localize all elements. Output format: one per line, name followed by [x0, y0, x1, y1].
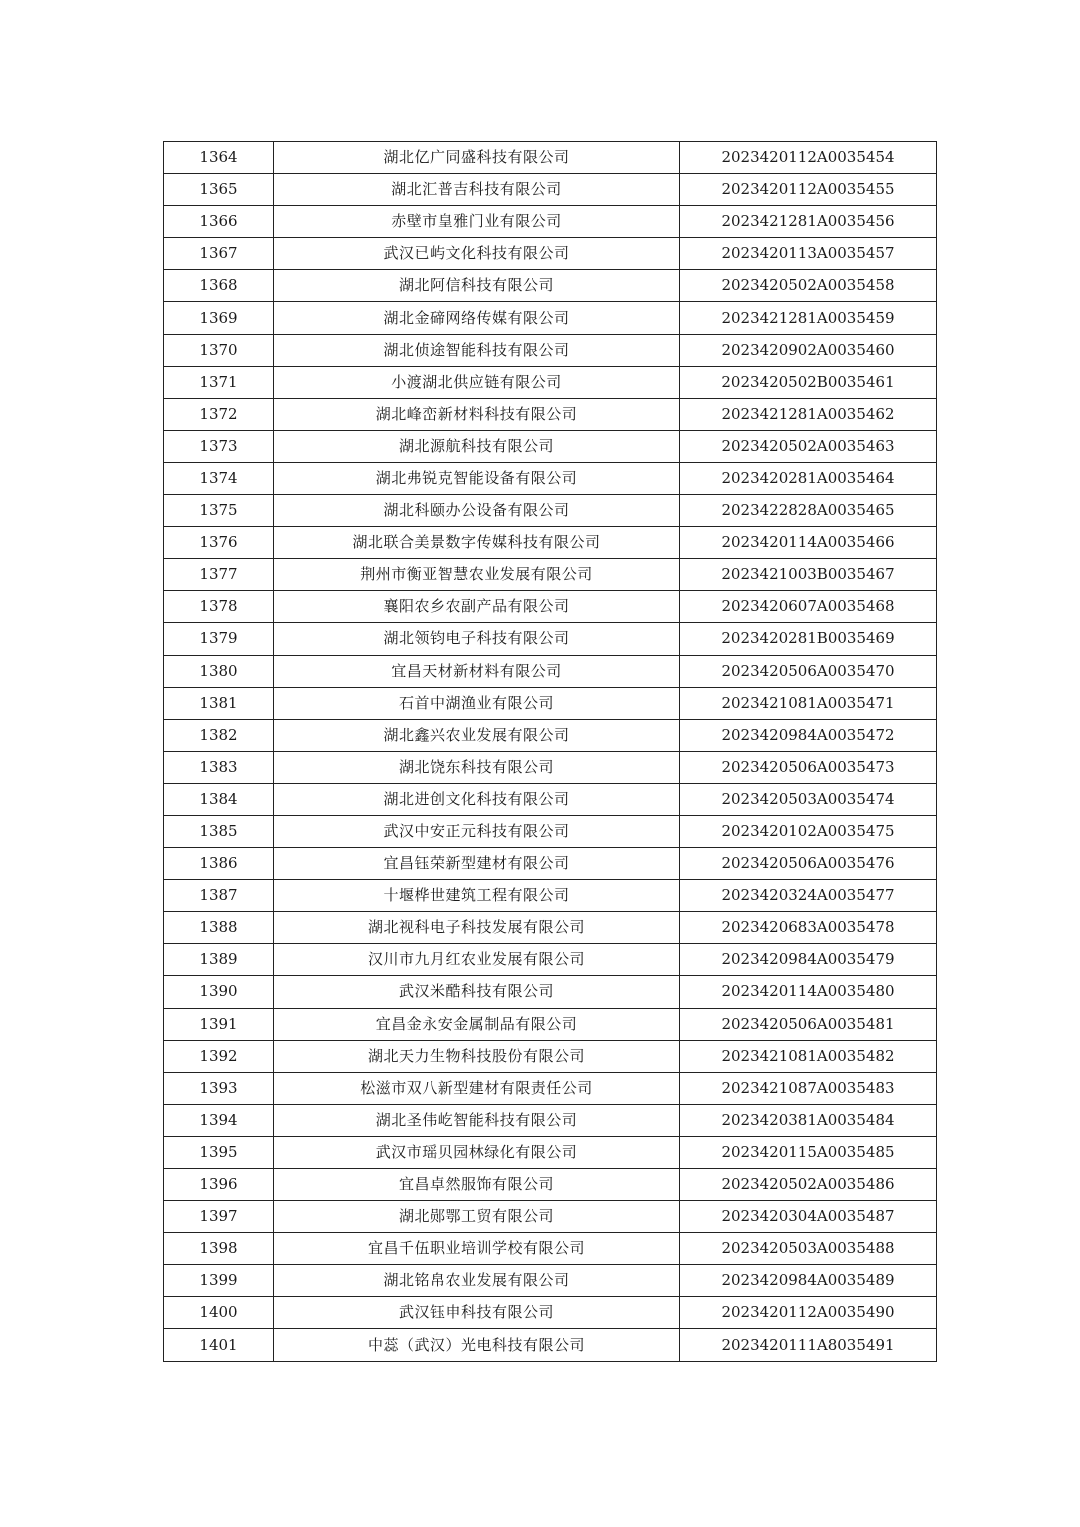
- table-row: [164, 912, 937, 944]
- enterprise-registry-table: [163, 141, 937, 1362]
- row-number-cell: 1374: [164, 462, 274, 494]
- registration-code-cell: 2023420984A0035489: [680, 1265, 937, 1297]
- company-name-cell: 宜昌钰荣新型建材有限公司: [274, 848, 680, 880]
- row-number-cell: 1393: [164, 1072, 274, 1104]
- company-name-cell: 湖北金碲网络传媒有限公司: [274, 302, 680, 334]
- table-row: [164, 174, 937, 206]
- row-number-cell: 1383: [164, 751, 274, 783]
- company-name-cell: 宜昌卓然服饰有限公司: [274, 1169, 680, 1201]
- table-row: [164, 1008, 937, 1040]
- table-row: [164, 944, 937, 976]
- row-number-cell: 1387: [164, 880, 274, 912]
- registration-code-cell: 2023421281A0035456: [680, 206, 937, 238]
- registration-code-cell: 2023420503A0035488: [680, 1233, 937, 1265]
- table-row: [164, 976, 937, 1008]
- table-row: [164, 495, 937, 527]
- row-number-cell: 1386: [164, 848, 274, 880]
- registration-code-cell: 2023420984A0035479: [680, 944, 937, 976]
- table-row: [164, 1233, 937, 1265]
- company-name-cell: 宜昌千伍职业培训学校有限公司: [274, 1233, 680, 1265]
- registration-code-cell: 2023420381A0035484: [680, 1104, 937, 1136]
- company-name-cell: 湖北领钧电子科技有限公司: [274, 623, 680, 655]
- registration-code-cell: 2023420506A0035473: [680, 751, 937, 783]
- row-number-cell: 1369: [164, 302, 274, 334]
- table-row: [164, 142, 937, 174]
- registration-code-cell: 2023420502A0035486: [680, 1169, 937, 1201]
- row-number-cell: 1388: [164, 912, 274, 944]
- registration-code-cell: 2023420304A0035487: [680, 1201, 937, 1233]
- registration-code-cell: 2023420114A0035466: [680, 527, 937, 559]
- registration-code-cell: 2023420984A0035472: [680, 719, 937, 751]
- table-row: [164, 783, 937, 815]
- table-row: [164, 1040, 937, 1072]
- table-row: [164, 623, 937, 655]
- table-row: [164, 559, 937, 591]
- company-name-cell: 十堰桦世建筑工程有限公司: [274, 880, 680, 912]
- table-row: [164, 302, 937, 334]
- company-name-cell: 湖北峰峦新材料科技有限公司: [274, 398, 680, 430]
- company-name-cell: 湖北科颐办公设备有限公司: [274, 495, 680, 527]
- registration-code-cell: 2023420113A0035457: [680, 238, 937, 270]
- registration-code-cell: 2023420112A0035490: [680, 1297, 937, 1329]
- table-row: [164, 1329, 937, 1361]
- row-number-cell: 1384: [164, 783, 274, 815]
- table-row: [164, 751, 937, 783]
- registration-code-cell: 2023420607A0035468: [680, 591, 937, 623]
- table-row: [164, 1265, 937, 1297]
- company-name-cell: 湖北侦途智能科技有限公司: [274, 334, 680, 366]
- company-name-cell: 石首中湖渔业有限公司: [274, 687, 680, 719]
- table-row: [164, 655, 937, 687]
- table-row: [164, 1201, 937, 1233]
- registration-code-cell: 2023420112A0035455: [680, 174, 937, 206]
- company-name-cell: 湖北联合美景数字传媒科技有限公司: [274, 527, 680, 559]
- row-number-cell: 1380: [164, 655, 274, 687]
- registration-code-cell: 2023420281A0035464: [680, 462, 937, 494]
- company-name-cell: 小渡湖北供应链有限公司: [274, 366, 680, 398]
- table-row: [164, 462, 937, 494]
- company-name-cell: 中蕊（武汉）光电科技有限公司: [274, 1329, 680, 1361]
- registration-code-cell: 2023421003B0035467: [680, 559, 937, 591]
- company-name-cell: 湖北圣伟屹智能科技有限公司: [274, 1104, 680, 1136]
- row-number-cell: 1397: [164, 1201, 274, 1233]
- row-number-cell: 1399: [164, 1265, 274, 1297]
- company-name-cell: 湖北阿信科技有限公司: [274, 270, 680, 302]
- registration-code-cell: 2023420502A0035463: [680, 430, 937, 462]
- row-number-cell: 1401: [164, 1329, 274, 1361]
- registration-code-cell: 2023420102A0035475: [680, 815, 937, 847]
- company-name-cell: 湖北视科电子科技发展有限公司: [274, 912, 680, 944]
- company-name-cell: 武汉钰申科技有限公司: [274, 1297, 680, 1329]
- registration-code-cell: 2023420502A0035458: [680, 270, 937, 302]
- table-row: [164, 527, 937, 559]
- table-row: [164, 238, 937, 270]
- company-name-cell: 湖北弗锐克智能设备有限公司: [274, 462, 680, 494]
- registration-code-cell: 2023420281B0035469: [680, 623, 937, 655]
- row-number-cell: 1368: [164, 270, 274, 302]
- registration-code-cell: 2023421087A0035483: [680, 1072, 937, 1104]
- company-name-cell: 襄阳农乡农副产品有限公司: [274, 591, 680, 623]
- table-row: [164, 1136, 937, 1168]
- registration-code-cell: 2023422828A0035465: [680, 495, 937, 527]
- table-row: [164, 1169, 937, 1201]
- row-number-cell: 1395: [164, 1136, 274, 1168]
- table-row: [164, 1297, 937, 1329]
- table-row: [164, 206, 937, 238]
- company-name-cell: 武汉米酷科技有限公司: [274, 976, 680, 1008]
- registration-code-cell: 2023420683A0035478: [680, 912, 937, 944]
- row-number-cell: 1396: [164, 1169, 274, 1201]
- row-number-cell: 1400: [164, 1297, 274, 1329]
- row-number-cell: 1364: [164, 142, 274, 174]
- company-name-cell: 湖北汇普吉科技有限公司: [274, 174, 680, 206]
- company-name-cell: 湖北饶东科技有限公司: [274, 751, 680, 783]
- row-number-cell: 1391: [164, 1008, 274, 1040]
- company-name-cell: 湖北亿广同盛科技有限公司: [274, 142, 680, 174]
- row-number-cell: 1379: [164, 623, 274, 655]
- table-row: [164, 334, 937, 366]
- row-number-cell: 1377: [164, 559, 274, 591]
- registration-code-cell: 2023420506A0035476: [680, 848, 937, 880]
- company-name-cell: 赤壁市皇雅门业有限公司: [274, 206, 680, 238]
- registration-code-cell: 2023420506A0035470: [680, 655, 937, 687]
- registration-code-cell: 2023420503A0035474: [680, 783, 937, 815]
- row-number-cell: 1389: [164, 944, 274, 976]
- registration-code-cell: 2023421081A0035482: [680, 1040, 937, 1072]
- row-number-cell: 1370: [164, 334, 274, 366]
- company-name-cell: 松滋市双八新型建材有限责任公司: [274, 1072, 680, 1104]
- company-name-cell: 荆州市衡亚智慧农业发展有限公司: [274, 559, 680, 591]
- row-number-cell: 1382: [164, 719, 274, 751]
- table-row: [164, 815, 937, 847]
- row-number-cell: 1365: [164, 174, 274, 206]
- company-name-cell: 武汉已屿文化科技有限公司: [274, 238, 680, 270]
- company-name-cell: 汉川市九月红农业发展有限公司: [274, 944, 680, 976]
- row-number-cell: 1390: [164, 976, 274, 1008]
- registration-code-cell: 2023420502B0035461: [680, 366, 937, 398]
- registration-code-cell: 2023420111A8035491: [680, 1329, 937, 1361]
- registration-code-cell: 2023420902A0035460: [680, 334, 937, 366]
- company-name-cell: 湖北鑫兴农业发展有限公司: [274, 719, 680, 751]
- row-number-cell: 1385: [164, 815, 274, 847]
- row-number-cell: 1392: [164, 1040, 274, 1072]
- company-name-cell: 湖北铭帛农业发展有限公司: [274, 1265, 680, 1297]
- table-row: [164, 1072, 937, 1104]
- table-row: [164, 880, 937, 912]
- table-row: [164, 848, 937, 880]
- row-number-cell: 1373: [164, 430, 274, 462]
- row-number-cell: 1378: [164, 591, 274, 623]
- registration-code-cell: 2023421281A0035459: [680, 302, 937, 334]
- registration-code-cell: 2023420112A0035454: [680, 142, 937, 174]
- table-row: [164, 366, 937, 398]
- company-name-cell: 湖北天力生物科技股份有限公司: [274, 1040, 680, 1072]
- company-name-cell: 武汉市瑶贝园林绿化有限公司: [274, 1136, 680, 1168]
- row-number-cell: 1398: [164, 1233, 274, 1265]
- table-row: [164, 398, 937, 430]
- company-name-cell: 宜昌天材新材料有限公司: [274, 655, 680, 687]
- table-row: [164, 270, 937, 302]
- company-name-cell: 湖北进创文化科技有限公司: [274, 783, 680, 815]
- table-row: [164, 591, 937, 623]
- table-row: [164, 1104, 937, 1136]
- row-number-cell: 1371: [164, 366, 274, 398]
- registration-code-cell: 2023420115A0035485: [680, 1136, 937, 1168]
- row-number-cell: 1381: [164, 687, 274, 719]
- table-row: [164, 719, 937, 751]
- table-row: [164, 430, 937, 462]
- registration-code-cell: 2023421281A0035462: [680, 398, 937, 430]
- company-name-cell: 湖北源航科技有限公司: [274, 430, 680, 462]
- company-name-cell: 湖北郧鄂工贸有限公司: [274, 1201, 680, 1233]
- registration-code-cell: 2023420114A0035480: [680, 976, 937, 1008]
- row-number-cell: 1372: [164, 398, 274, 430]
- registration-code-cell: 2023420324A0035477: [680, 880, 937, 912]
- row-number-cell: 1375: [164, 495, 274, 527]
- company-name-cell: 武汉中安正元科技有限公司: [274, 815, 680, 847]
- row-number-cell: 1366: [164, 206, 274, 238]
- registration-code-cell: 2023420506A0035481: [680, 1008, 937, 1040]
- registry-table-body: [164, 142, 937, 1362]
- row-number-cell: 1376: [164, 527, 274, 559]
- row-number-cell: 1367: [164, 238, 274, 270]
- table-row: [164, 687, 937, 719]
- registration-code-cell: 2023421081A0035471: [680, 687, 937, 719]
- row-number-cell: 1394: [164, 1104, 274, 1136]
- company-name-cell: 宜昌金永安金属制品有限公司: [274, 1008, 680, 1040]
